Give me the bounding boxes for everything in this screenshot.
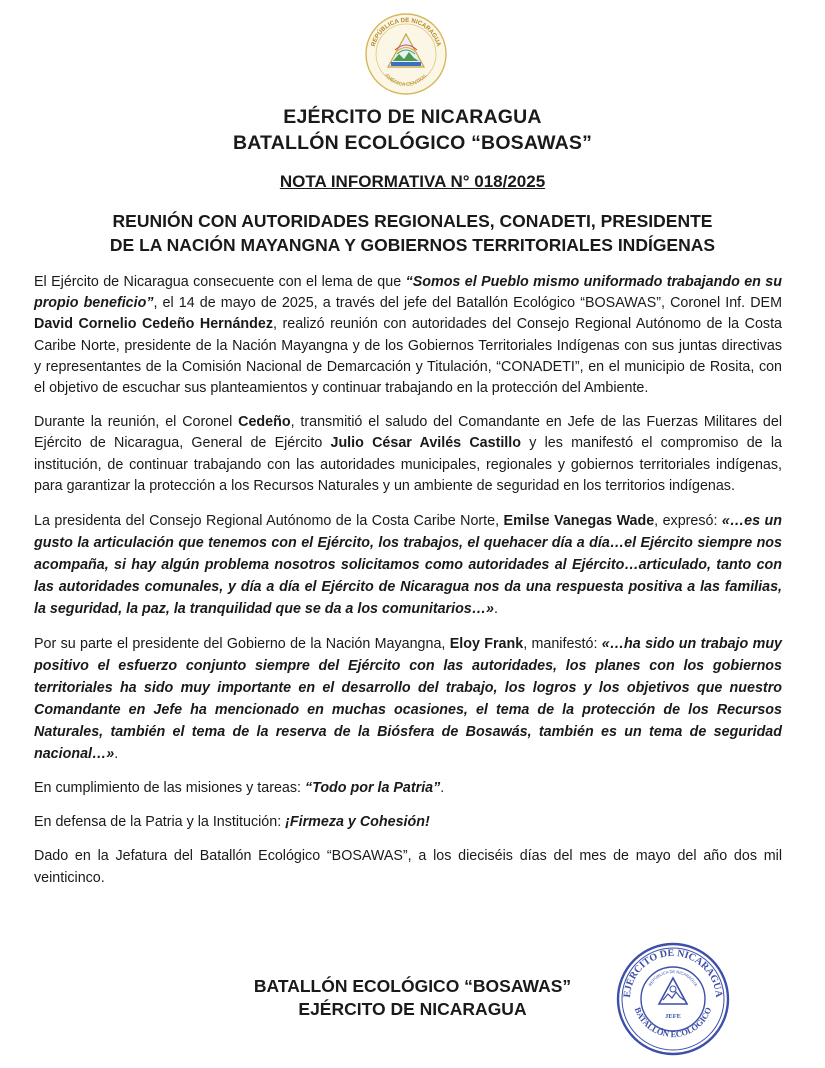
colonel-surname: Cedeño	[238, 414, 291, 431]
council-president-quote: «…es un gusto la articulación que tenemos con el Ejército, los trabajos, el quehacer día a día…el Ejército siempre nos acompaña, si hay algún problema nosotros solicitamos como autoridades al Ejército…articulado, tanto con las autoridades comunales, y día a día el Ejército de Nicaragua nos da una respuesta positiva a las familias, la seguridad, la paz, la tranquilidad que se da a los comunitarios…»	[34, 513, 782, 618]
stamp-bottom-text: BATALLÓN ECOLÓGICO	[632, 1005, 714, 1040]
signature-army: EJÉRCITO DE NICARAGUA	[298, 999, 527, 1019]
text: .	[114, 746, 119, 763]
text: y les manifestó el compromiso de la institución, de continuar trabajando con las autoridades municipales, regionales y gobiernos territoriales indígenas, para garantizar la protección a los Recursos Naturales y un ambiente de seguridad en los territorios indígenas.	[34, 435, 782, 494]
general-name: Julio César Avilés Castillo	[330, 435, 521, 452]
text: .	[494, 601, 498, 618]
text: , el 14 de mayo de 2025, a través del jefe del Batallón Ecológico “BOSAWAS”, Coronel Inf. DEM	[153, 295, 782, 312]
paragraph-dated	[34, 846, 782, 888]
text: En cumplimiento de las misiones y tareas:	[34, 780, 305, 797]
text: , realizó reunión con autoridades del Consejo Regional Autónomo de la Costa Caribe Norte, presidente de la Nación Mayangna y de los Gobiernos Territoriales Indígenas con sus juntas directivas y representantes de la Comisión Nacional de Demarcación y Titulación, “CONADETI”, en el municipio de Rosita, con el objetivo de escuchar sus planteamientos y continuar trabajando en la protección del Ambiente.	[34, 316, 782, 397]
battalion-stamp	[614, 940, 732, 1058]
paragraph-council-president	[34, 510, 782, 620]
nota-informativa-number: NOTA INFORMATIVA N° 018/2025	[279, 172, 546, 191]
text: Por su parte el presidente del Gobierno de la Nación Mayangna,	[34, 636, 450, 653]
text: Dado en la Jefatura del Batallón Ecológico “BOSAWAS”, a los dieciséis días del mes de mayo del año dos mil veinticinco.	[34, 848, 782, 886]
header-block	[0, 104, 825, 156]
stamp-top-text: EJÉRCITO DE NICARAGUA	[621, 947, 725, 999]
council-president-name: Emilse Vanegas Wade	[503, 513, 655, 530]
stamp-inner-text: REPÚBLICA DE NICARAGUA	[647, 968, 699, 987]
text: , expresó:	[654, 513, 722, 530]
mission-motto: “Todo por la Patria”	[304, 780, 441, 797]
text: .	[440, 780, 445, 797]
text: Durante la reunión, el Coronel	[34, 414, 239, 431]
motto-quote: “Somos el Pueblo mismo uniformado trabajando en su propio beneficio”	[34, 274, 782, 312]
text: El Ejército de Nicaragua consecuente con el lema de que	[34, 274, 406, 290]
colonel-name: David Cornelio Cedeño Hernández	[34, 316, 273, 333]
paragraph-mayangna-president	[34, 633, 782, 765]
text: La presidenta del Consejo Regional Autónomo de la Costa Caribe Norte,	[34, 513, 504, 530]
paragraph-mission	[34, 778, 782, 799]
paragraph-meeting	[34, 412, 782, 497]
mayangna-president-quote: «…ha sido un trabajo muy positivo el esfuerzo conjunto siempre del Ejército con las autoridades, los planes con los gobiernos territoriales ha sido muy importante en el desarrollo del trabajo, los logros y los objetivos que nuestro Comandante en Jefe ha mencionado en muchas ocasiones, el tema de la protección de los Recursos Naturales, también el tema de la reserva de la Biósfera de Bosawás, también es un tema de seguridad nacional…»	[34, 636, 782, 763]
header-battalion-title: BATALLÓN ECOLÓGICO “BOSAWAS”	[232, 132, 593, 154]
coat-of-arms-seal	[364, 12, 448, 96]
mayangna-president-name: Eloy Frank	[449, 636, 524, 653]
text: En defensa de la Patria y la Institución:	[34, 814, 286, 831]
paragraph-defense	[34, 812, 782, 833]
seal-top-text: REPÚBLICA DE NICARAGUA	[369, 16, 443, 48]
document-body	[34, 272, 782, 902]
text: , manifestó:	[523, 636, 602, 653]
defense-motto: ¡Firmeza y Cohesión!	[285, 814, 430, 831]
stamp-jefe-text: JEFE	[665, 1013, 681, 1020]
svg-text:BATALLÓN ECOLÓGICO	[633, 1005, 714, 1039]
signature-battalion: BATALLÓN ECOLÓGICO “BOSAWAS”	[253, 976, 572, 996]
paragraph-intro	[34, 272, 782, 399]
seal-bottom-text: AMÉRICA CENTRAL	[383, 72, 429, 89]
subject-line-1: REUNIÓN CON AUTORIDADES REGIONALES, CONADETI, PRESIDENTE	[112, 211, 713, 231]
subject-line-2: DE LA NACIÓN MAYANGNA Y GOBIERNOS TERRITORIALES INDÍGENAS	[109, 235, 716, 255]
header-army-title: EJÉRCITO DE NICARAGUA	[283, 106, 542, 128]
text: , transmitió el saludo del Comandante en Jefe de las Fuerzas Militares del Ejército de Nicaragua, General de Ejército	[34, 414, 782, 452]
subject-block	[0, 209, 825, 257]
